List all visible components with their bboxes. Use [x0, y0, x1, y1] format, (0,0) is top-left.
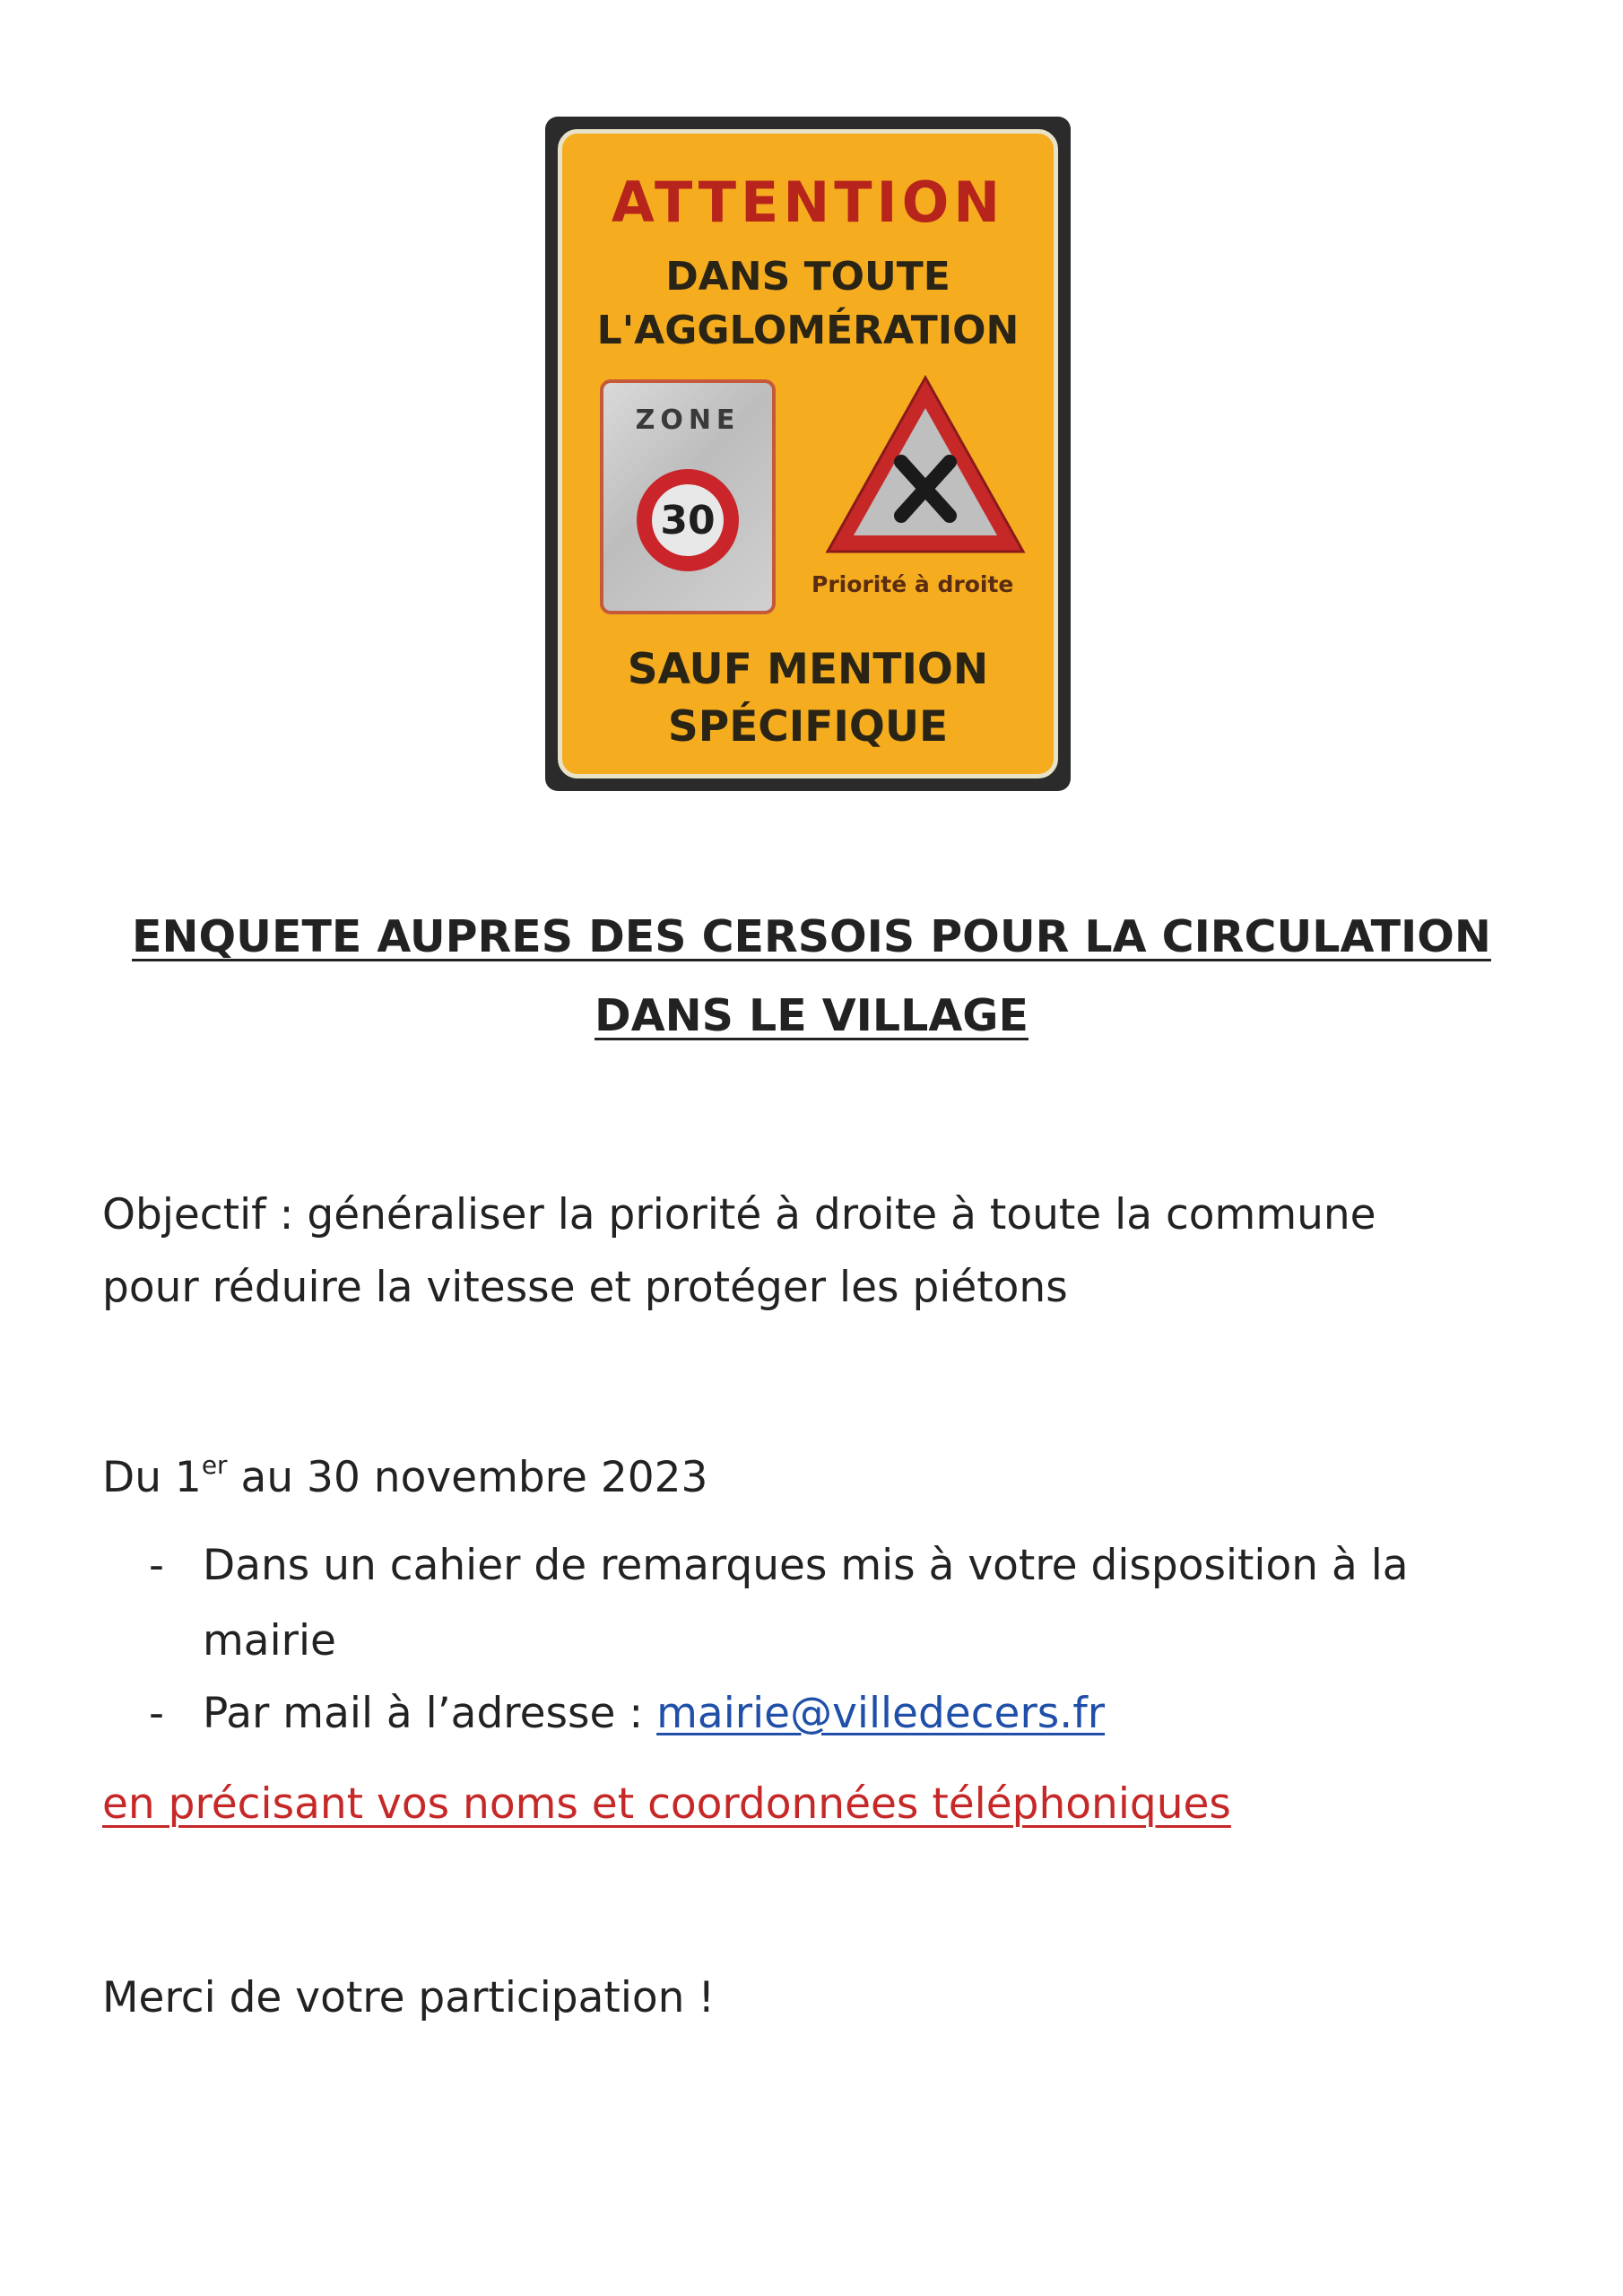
objective-line-1: Objectif : généraliser la priorité à droite à toute la commune: [102, 1190, 1376, 1239]
bullet-item-2: [203, 1689, 1105, 1738]
email-link[interactable]: mairie@villedecers.fr: [656, 1689, 1106, 1738]
page-title-line-1: ENQUETE AUPRES DES CERSOIS POUR LA CIRCULATION: [132, 911, 1491, 962]
bullet-item-1-line-1: Dans un cahier de remarques mis à votre disposition à la: [203, 1541, 1409, 1590]
date-range: [102, 1450, 708, 1502]
date-prefix: Du 1: [102, 1453, 202, 1502]
priority-caption: Priorité à droite: [812, 571, 1014, 597]
objective-line-2: pour réduire la vitesse et protéger les piétons: [102, 1263, 1068, 1312]
bullet-marker: -: [149, 1689, 164, 1738]
sign-bottom-line-1: SAUF MENTION: [627, 645, 989, 694]
speed-limit-value: 30: [652, 484, 724, 556]
date-suffix: au 30 novembre 2023: [227, 1453, 708, 1502]
sign-line-1: DANS TOUTE: [665, 254, 950, 300]
bullet-item-1-line-2: mairie: [203, 1616, 336, 1665]
zone-30-sign-icon: [600, 379, 776, 614]
sign-attention-text: ATTENTION: [611, 170, 1005, 235]
thanks-message: Merci de votre participation !: [102, 1973, 716, 2022]
bullet-marker: -: [149, 1541, 164, 1590]
contact-notice: en précisant vos noms et coordonnées téléphoniques: [102, 1779, 1231, 1829]
email-prefix: Par mail à l’adresse :: [203, 1689, 657, 1738]
road-sign-face: [558, 129, 1058, 778]
speed-limit-circle: [637, 469, 739, 571]
date-superscript: er: [201, 1450, 228, 1480]
sign-line-2: L'AGGLOMÉRATION: [596, 308, 1020, 353]
zone-label: ZONE: [635, 404, 741, 436]
priority-right-warning-icon: [822, 372, 1028, 559]
road-sign-image: [545, 117, 1071, 791]
sign-bottom-line-2: SPÉCIFIQUE: [667, 702, 949, 752]
page-title-line-2: DANS LE VILLAGE: [595, 990, 1028, 1041]
